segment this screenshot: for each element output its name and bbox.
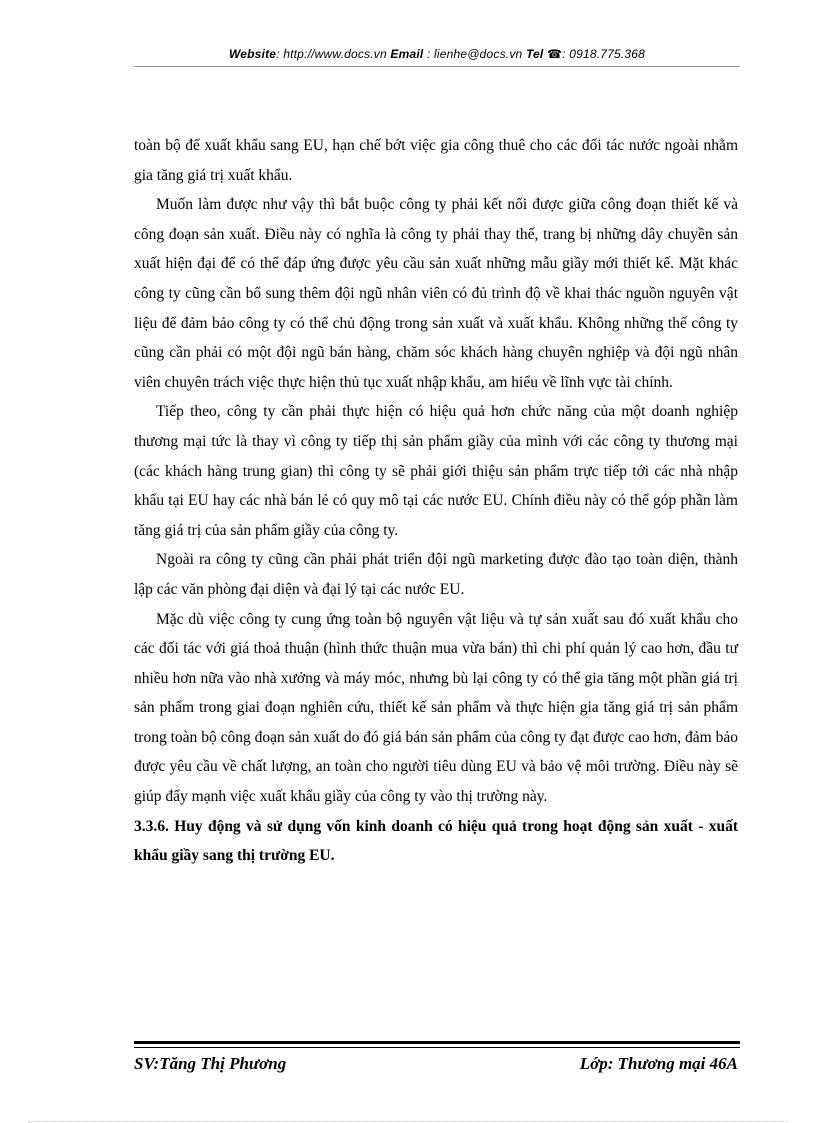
- document-body: [134, 131, 738, 871]
- website-value: : http://www.docs.vn: [276, 47, 391, 61]
- paragraph: Tiếp theo, công ty cần phải thực hiện có hiệu quả hơn chức năng của một doanh nghiệp thương mại tức là thay vì công ty tiếp thị sản phẩm giầy của mình với các công ty thương mại (các khách hàng trung gian) thì công ty sẽ phải giới thiệu sản phẩm trực tiếp tới các nhà nhập khẩu tại EU hay các nhà bán lẻ có quy mô tại các nước EU. Chính điều này có thể góp phần làm tăng giá trị của sản phẩm giầy của công ty.: [134, 403, 738, 539]
- paragraph: Mặc dù việc công ty cung ứng toàn bộ nguyên vật liệu và tự sản xuất sau đó xuất khẩu cho các đối tác với giá thoả thuận (hình thức thuận mua vừa bán) thì chi phí quản lý cao hơn, đầu tư nhiều hơn nữa vào nhà xưởng và máy móc, nhưng bù lại công ty có thể gia tăng một phần giá trị sản phẩm trong giai đoạn nghiên cứu, thiết kế sản phẩm và thực hiện gia tăng giá trị sản phẩm trong toàn bộ công đoạn sản xuất do đó giá bán sản phẩm của công ty đạt được cao hơn, đảm bảo được yêu cầu về chất lượng, an toàn cho người tiêu dùng EU và bảo vệ môi trường. Điều này sẽ giúp đẩy mạnh việc xuất khẩu giầy của công ty vào thị trường này.: [134, 610, 738, 806]
- website-label: Website: [228, 47, 277, 61]
- page-edge-line: [28, 1121, 788, 1122]
- footer-divider-thick: [134, 1041, 740, 1044]
- paragraph: Muốn làm được như vậy thì bắt buộc công ty phải kết nối được giữa công đoạn thiết kế và công đoạn sản xuất. Điều này có nghĩa là công ty phải thay thế, trang bị những dây chuyền sản xuất hiện đại để có thể đáp ứng được yêu cầu sản xuất những mẫu giầy mới thiết kế. Mặt khác công ty cũng cần bổ sung thêm đội ngũ nhân viên có đủ trình độ về khai thác nguồn nguyên vật liệu để đảm bảo công ty có thể chủ động trong sản xuất và xuất khẩu. Không những thế công ty cũng cần phải có một đội ngũ bán hàng, chăm sóc khách hàng chuyên nghiệp và đội ngũ nhân viên chuyên trách việc thực hiện thủ tục xuất nhập khẩu, am hiểu về lĩnh vực tài chính.: [134, 196, 738, 391]
- header-divider: [134, 66, 740, 67]
- paragraph: Ngoài ra công ty cũng cần phải phát triển đội ngũ marketing được đào tạo toàn diện, thành lập các văn phòng đại diện và đại lý tại các nước EU.: [134, 551, 738, 598]
- email-value: : lienhe@docs.vn: [423, 47, 526, 61]
- email-label: Email: [390, 47, 424, 61]
- footer-student-name: SV:Tăng Thị Phương: [134, 1054, 287, 1073]
- footer-class-name: Lớp: Thương mại 46A: [579, 1054, 738, 1073]
- page-header: [134, 47, 740, 61]
- paragraph-continuation: toàn bộ để xuất khẩu sang EU, hạn chế bớt việc gia công thuê cho các đối tác nước ngoài nhằm gia tăng giá trị xuất khẩu.: [134, 137, 738, 184]
- tel-value: : 0918.775.368: [562, 47, 646, 61]
- section-heading: 3.3.6. Huy động và sử dụng vốn kinh doanh có hiệu quả trong hoạt động sản xuất - xuất khẩu giầy sang thị trường EU.: [134, 817, 738, 865]
- footer-divider-thin: [134, 1047, 740, 1048]
- tel-label: Tel ☎: [525, 47, 563, 61]
